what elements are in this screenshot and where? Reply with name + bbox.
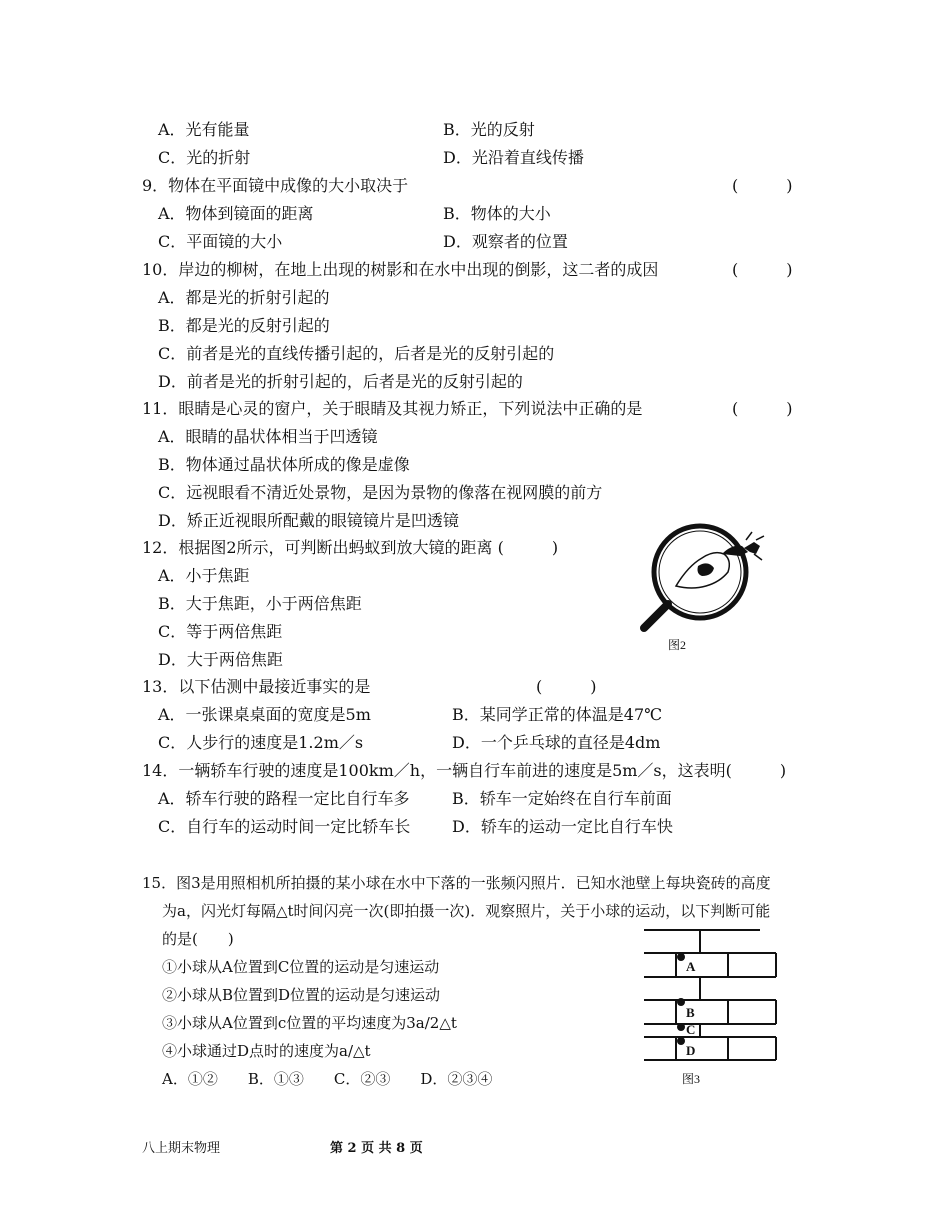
q12-stem: 12．根据图2所示，可判断出蚂蚁到放大镜的距离 ( ) (142, 538, 559, 557)
q10-stem: 10．岸边的柳树，在地上出现的树影和在水中出现的倒影，这二者的成因 (142, 260, 659, 279)
q9-stem: 9．物体在平面镜中成像的大小取决于 (142, 176, 409, 195)
q15-statement-4: ④小球通过D点时的速度为a/△t (162, 1042, 371, 1060)
figure-3-label-c: C (686, 1022, 696, 1037)
q13-option-d: D．一个乒乓球的直径是4dm (452, 733, 661, 752)
q12-option-a: A．小于焦距 (158, 566, 250, 585)
figure-3-label-a: A (686, 959, 696, 974)
q10-answer-bracket: ( ) (732, 260, 793, 279)
q15-options: A．①② B．①③ C．②③ D．②③④ (162, 1070, 493, 1088)
q8-option-d: D．光沿着直线传播 (443, 148, 584, 167)
q15-statement-1: ①小球从A位置到C位置的运动是匀速运动 (162, 958, 440, 976)
figure-2-caption: 图2 (668, 638, 687, 652)
q10-option-d: D．前者是光的折射引起的，后者是光的反射引起的 (158, 372, 523, 391)
q15-statement-3: ③小球从A位置到c位置的平均速度为3a/2△t (162, 1014, 457, 1032)
figure-2-magnifier-image (636, 516, 772, 636)
q11-answer-bracket: ( ) (732, 399, 793, 418)
q8-option-a: A．光有能量 (158, 120, 250, 139)
q11-option-b: B．物体通过晶状体所成的像是虚像 (158, 455, 410, 474)
q12-option-d: D．大于两倍焦距 (158, 650, 283, 669)
q11-option-c: C．远视眼看不清近处景物，是因为景物的像落在视网膜的前方 (158, 483, 603, 502)
q8-option-b: B．光的反射 (443, 120, 535, 139)
q15-stem-line-2: 为a，闪光灯每隔△t时间闪亮一次(即拍摄一次)．观察照片，关于小球的运动，以下判断可能 (162, 902, 771, 920)
q9-option-c: C．平面镜的大小 (158, 232, 283, 251)
q9-answer-bracket: ( ) (732, 176, 793, 195)
q10-option-b: B．都是光的反射引起的 (158, 316, 330, 335)
q10-option-a: A．都是光的折射引起的 (158, 288, 330, 307)
q15-stem-line-1: 15．图3是用照相机所拍摄的某小球在水中下落的一张频闪照片．已知水池壁上每块瓷砖的高度 (142, 874, 771, 892)
q13-answer-bracket: ( ) (536, 677, 597, 696)
q15-stem-line-3: 的是( ) (162, 930, 234, 948)
figure-3-caption: 图3 (682, 1072, 701, 1086)
q10-option-c: C．前者是光的直线传播引起的，后者是光的反射引起的 (158, 344, 555, 363)
figure-3-label-d: D (686, 1043, 696, 1058)
q13-option-b: B．某同学正常的体温是47℃ (452, 705, 663, 724)
q14-option-b: B．轿车一定始终在自行车前面 (452, 789, 672, 808)
figure-3-label-b: B (686, 1005, 695, 1020)
q15-statement-2: ②小球从B位置到D位置的运动是匀速运动 (162, 986, 441, 1004)
q8-option-c: C．光的折射 (158, 148, 251, 167)
q9-option-a: A．物体到镜面的距离 (158, 204, 314, 223)
q11-option-a: A．眼睛的晶状体相当于凹透镜 (158, 427, 378, 446)
figure-3-brick-wall-image (640, 927, 780, 1065)
q12-option-b: B．大于焦距，小于两倍焦距 (158, 594, 362, 613)
footer-page-number: 第 2 页 共 8 页 (330, 1141, 423, 1156)
q13-option-a: A．一张课桌桌面的宽度是5m (158, 705, 371, 724)
q11-option-d: D．矫正近视眼所配戴的眼镜镜片是凹透镜 (158, 511, 459, 530)
q14-option-c: C．自行车的运动时间一定比轿车长 (158, 817, 411, 836)
q11-stem: 11．眼睛是心灵的窗户，关于眼睛及其视力矫正，下列说法中正确的是 (142, 399, 643, 418)
q14-option-d: D．轿车的运动一定比自行车快 (452, 817, 673, 836)
q12-option-c: C．等于两倍焦距 (158, 622, 283, 641)
footer-course-name: 八上期末物理 (142, 1141, 221, 1156)
q9-option-d: D．观察者的位置 (443, 232, 568, 251)
q9-option-b: B．物体的大小 (443, 204, 551, 223)
q13-stem: 13．以下估测中最接近事实的是 (142, 677, 371, 696)
q14-stem: 14．一辆轿车行驶的速度是100km／h，一辆自行车前进的速度是5m／s，这表明( ) (142, 761, 787, 780)
q13-option-c: C．人步行的速度是1.2m／s (158, 733, 364, 752)
q14-option-a: A．轿车行驶的路程一定比自行车多 (158, 789, 410, 808)
